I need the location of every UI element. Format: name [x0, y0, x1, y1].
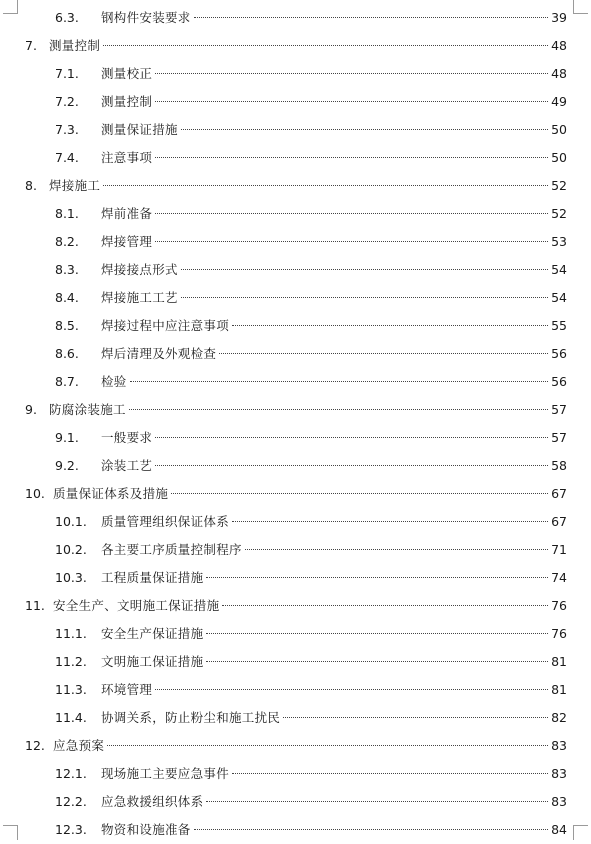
- toc-entry[interactable]: [0, 424, 591, 452]
- toc-entry[interactable]: [0, 676, 591, 704]
- toc-entry-page-number: 39: [551, 10, 567, 25]
- toc-entry-page-number: 76: [551, 626, 567, 641]
- toc-dot-leader: [283, 717, 548, 718]
- toc-dot-leader: [107, 745, 548, 746]
- toc-entry-title: 测量控制: [101, 94, 153, 109]
- toc-entry[interactable]: [0, 536, 591, 564]
- toc-entry-number: 8.7.: [55, 374, 79, 389]
- toc-dot-leader: [155, 73, 548, 74]
- toc-entry-page-number: 48: [551, 66, 567, 81]
- toc-entry[interactable]: [0, 480, 591, 508]
- toc-entry-page-number: 56: [551, 346, 567, 361]
- toc-entry[interactable]: [0, 172, 591, 200]
- toc-dot-leader: [155, 241, 548, 242]
- toc-dot-leader: [103, 185, 548, 186]
- toc-entry-page-number: 84: [551, 822, 567, 837]
- toc-entry-title: 焊接施工: [49, 178, 101, 193]
- toc-entry[interactable]: [0, 88, 591, 116]
- toc-entry[interactable]: [0, 816, 591, 844]
- toc-entry-page-number: 81: [551, 682, 567, 697]
- toc-entry-page-number: 81: [551, 654, 567, 669]
- toc-entry[interactable]: [0, 4, 591, 32]
- toc-entry[interactable]: [0, 368, 591, 396]
- toc-entry-title: 钢构件安装要求: [101, 10, 191, 25]
- toc-entry-page-number: 50: [551, 150, 567, 165]
- toc-entry-title: 焊接管理: [101, 234, 153, 249]
- toc-dot-leader: [155, 213, 548, 214]
- toc-dot-leader: [155, 437, 548, 438]
- toc-entry-title: 安全生产、文明施工保证措施: [53, 598, 220, 613]
- toc-entry[interactable]: [0, 340, 591, 368]
- toc-entry-number: 8.1.: [55, 206, 79, 221]
- toc-entry[interactable]: [0, 564, 591, 592]
- toc-dot-leader: [130, 381, 548, 382]
- toc-entry-page-number: 49: [551, 94, 567, 109]
- toc-entry-title: 焊前准备: [101, 206, 153, 221]
- toc-dot-leader: [232, 773, 548, 774]
- toc-entry[interactable]: [0, 228, 591, 256]
- toc-entry-number: 9.1.: [55, 430, 79, 445]
- toc-dot-leader: [232, 521, 548, 522]
- toc-entry-title: 安全生产保证措施: [101, 626, 204, 641]
- toc-dot-leader: [155, 689, 548, 690]
- toc-entry[interactable]: [0, 732, 591, 760]
- toc-entry-page-number: 48: [551, 38, 567, 53]
- toc-entry-number: 11.1.: [55, 626, 87, 641]
- toc-entry[interactable]: [0, 396, 591, 424]
- toc-entry-page-number: 54: [551, 290, 567, 305]
- toc-entry-page-number: 52: [551, 206, 567, 221]
- toc-entry[interactable]: [0, 200, 591, 228]
- toc-entry-title: 协调关系，防止粉尘和施工扰民: [101, 710, 281, 725]
- toc-entry[interactable]: [0, 788, 591, 816]
- toc-entry-title: 环境管理: [101, 682, 153, 697]
- toc-entry-number: 8.: [25, 178, 37, 193]
- toc-entry-page-number: 83: [551, 766, 567, 781]
- toc-dot-leader: [155, 157, 548, 158]
- toc-entry-title: 测量控制: [49, 38, 101, 53]
- toc-entry-page-number: 67: [551, 514, 567, 529]
- toc-entry-page-number: 56: [551, 374, 567, 389]
- toc-entry-number: 8.6.: [55, 346, 79, 361]
- toc-entry-number: 10.1.: [55, 514, 87, 529]
- toc-dot-leader: [206, 633, 548, 634]
- toc-dot-leader: [206, 577, 548, 578]
- toc-entry-title: 焊接过程中应注意事项: [101, 318, 230, 333]
- toc-entry-number: 8.5.: [55, 318, 79, 333]
- toc-entry-title: 各主要工序质量控制程序: [101, 542, 242, 557]
- toc-dot-leader: [181, 297, 548, 298]
- toc-entry[interactable]: [0, 32, 591, 60]
- toc-entry-page-number: 82: [551, 710, 567, 725]
- toc-dot-leader: [181, 129, 548, 130]
- toc-entry-number: 10.: [25, 486, 45, 501]
- toc-entry[interactable]: [0, 312, 591, 340]
- toc-entry[interactable]: [0, 60, 591, 88]
- toc-entry-page-number: 52: [551, 178, 567, 193]
- toc-entry-number: 12.2.: [55, 794, 87, 809]
- toc-entry-page-number: 83: [551, 738, 567, 753]
- toc-entry-page-number: 58: [551, 458, 567, 473]
- toc-entry-title: 焊接接点形式: [101, 262, 178, 277]
- toc-entry-page-number: 53: [551, 234, 567, 249]
- toc-entry-title: 质量管理组织保证体系: [101, 514, 230, 529]
- table-of-contents: [0, 4, 591, 844]
- toc-entry-title: 焊后清理及外观检查: [101, 346, 217, 361]
- toc-dot-leader: [155, 465, 548, 466]
- toc-entry-page-number: 50: [551, 122, 567, 137]
- toc-dot-leader: [194, 829, 548, 830]
- toc-entry-number: 8.3.: [55, 262, 79, 277]
- toc-entry-number: 8.4.: [55, 290, 79, 305]
- toc-entry-title: 焊接施工工艺: [101, 290, 178, 305]
- toc-entry-page-number: 54: [551, 262, 567, 277]
- toc-entry-page-number: 74: [551, 570, 567, 585]
- toc-entry-number: 7.4.: [55, 150, 79, 165]
- toc-entry-title: 涂装工艺: [101, 458, 153, 473]
- toc-entry-number: 10.2.: [55, 542, 87, 557]
- toc-entry-page-number: 76: [551, 598, 567, 613]
- toc-entry-number: 8.2.: [55, 234, 79, 249]
- toc-entry[interactable]: [0, 116, 591, 144]
- toc-entry-page-number: 83: [551, 794, 567, 809]
- toc-entry-title: 应急救援组织体系: [101, 794, 204, 809]
- toc-dot-leader: [232, 325, 548, 326]
- toc-dot-leader: [129, 409, 548, 410]
- toc-entry-number: 7.1.: [55, 66, 79, 81]
- toc-entry-page-number: 67: [551, 486, 567, 501]
- toc-entry-number: 9.2.: [55, 458, 79, 473]
- toc-entry-number: 7.: [25, 38, 37, 53]
- toc-entry[interactable]: [0, 144, 591, 172]
- toc-entry[interactable]: [0, 508, 591, 536]
- toc-entry[interactable]: [0, 452, 591, 480]
- toc-entry-number: 12.3.: [55, 822, 87, 837]
- toc-entry-title: 测量校正: [101, 66, 153, 81]
- toc-dot-leader: [222, 605, 548, 606]
- toc-dot-leader: [219, 353, 548, 354]
- toc-entry-number: 11.3.: [55, 682, 87, 697]
- toc-entry-page-number: 57: [551, 430, 567, 445]
- toc-dot-leader: [194, 17, 548, 18]
- toc-dot-leader: [155, 101, 548, 102]
- toc-entry-title: 防腐涂装施工: [49, 402, 126, 417]
- toc-dot-leader: [206, 661, 548, 662]
- toc-entry-number: 6.3.: [55, 10, 79, 25]
- toc-entry-page-number: 57: [551, 402, 567, 417]
- toc-entry[interactable]: [0, 284, 591, 312]
- toc-entry[interactable]: [0, 760, 591, 788]
- toc-entry-number: 11.4.: [55, 710, 87, 725]
- toc-entry-title: 文明施工保证措施: [101, 654, 204, 669]
- toc-entry-title: 现场施工主要应急事件: [101, 766, 230, 781]
- toc-entry-number: 10.3.: [55, 570, 87, 585]
- toc-entry-number: 11.: [25, 598, 45, 613]
- toc-entry[interactable]: [0, 704, 591, 732]
- toc-entry-number: 7.2.: [55, 94, 79, 109]
- toc-dot-leader: [206, 801, 548, 802]
- toc-entry-page-number: 55: [551, 318, 567, 333]
- toc-entry-title: 一般要求: [101, 430, 153, 445]
- toc-entry-number: 7.3.: [55, 122, 79, 137]
- toc-entry-title: 测量保证措施: [101, 122, 178, 137]
- toc-entry-number: 11.2.: [55, 654, 87, 669]
- toc-entry-page-number: 71: [551, 542, 567, 557]
- toc-entry-number: 12.: [25, 738, 45, 753]
- toc-entry[interactable]: [0, 648, 591, 676]
- toc-entry-number: 9.: [25, 402, 37, 417]
- toc-entry-title: 物资和设施准备: [101, 822, 191, 837]
- toc-entry[interactable]: [0, 620, 591, 648]
- toc-entry-number: 12.1.: [55, 766, 87, 781]
- toc-entry-title: 应急预案: [53, 738, 105, 753]
- toc-entry-title: 检验: [101, 374, 127, 389]
- toc-dot-leader: [181, 269, 548, 270]
- toc-dot-leader: [171, 493, 548, 494]
- toc-entry[interactable]: [0, 592, 591, 620]
- toc-entry-title: 注意事项: [101, 150, 153, 165]
- toc-dot-leader: [245, 549, 548, 550]
- toc-entry-title: 质量保证体系及措施: [53, 486, 169, 501]
- toc-entry[interactable]: [0, 256, 591, 284]
- toc-dot-leader: [103, 45, 548, 46]
- toc-entry-title: 工程质量保证措施: [101, 570, 204, 585]
